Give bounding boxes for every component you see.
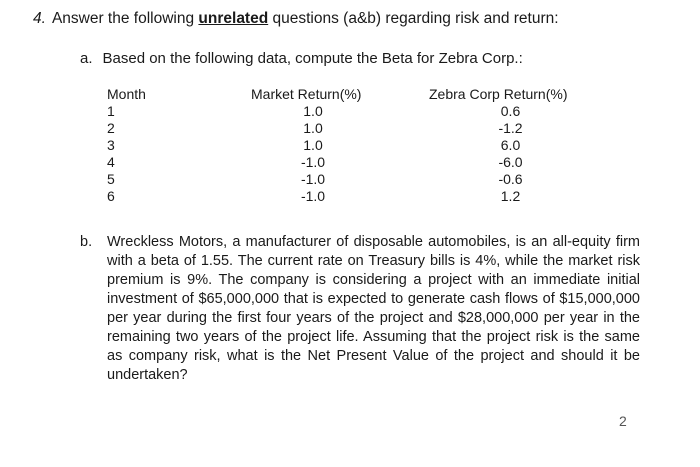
- market-return-cell: -1.0: [300, 171, 326, 187]
- question-heading: [33, 10, 559, 28]
- month-cell: 6: [107, 188, 115, 204]
- zebra-return-header: Zebra Corp Return(%): [429, 86, 568, 102]
- part-a-prompt: [80, 50, 523, 67]
- part-b-letter: b.: [80, 234, 93, 250]
- page-number: 2: [619, 413, 627, 429]
- market-return-cell: 1.0: [303, 103, 323, 119]
- zebra-return-cell: -0.6: [498, 171, 523, 187]
- part-b-text: Wreckless Motors, a manufacturer of disposable automobiles, is an all-equity firm with a beta of 1.55. The current rate on Treasury bills is 4%, while the market risk premium is 9%. The company is considering a project with an immediate initial investment of $65,000,000 that is expected to generate cash flows of $15,000,000 per year during the first four years of the project and $28,000,000 per year in the remaining two years of the project life. Assuming that the project risk is the same as company risk, what is the Net Present Value of the project and should it be undertaken?: [107, 234, 640, 383]
- part-a-letter: a.: [80, 50, 93, 67]
- market-return-column: [251, 86, 375, 205]
- zebra-return-cell: 0.6: [500, 103, 521, 119]
- market-return-cell: 1.0: [303, 137, 323, 153]
- month-header: Month: [107, 86, 146, 102]
- part-a-text: Based on the following data, compute the Beta for Zebra Corp.:: [102, 50, 523, 67]
- part-b-prompt: [80, 233, 640, 385]
- zebra-return-cell: -1.2: [498, 120, 523, 136]
- month-cell: 1: [107, 103, 115, 119]
- zebra-return-column: [429, 86, 592, 205]
- zebra-return-cell: -6.0: [498, 154, 523, 170]
- market-return-cell: -1.0: [300, 154, 326, 170]
- question-suffix: questions (a&b) regarding risk and return:: [272, 10, 559, 27]
- month-cell: 4: [107, 154, 115, 170]
- zebra-return-cell: 6.0: [500, 137, 521, 153]
- question-emphasis: unrelated: [198, 10, 269, 27]
- month-column: [107, 86, 146, 205]
- month-cell: 2: [107, 120, 115, 136]
- month-cell: 3: [107, 137, 115, 153]
- month-cell: 5: [107, 171, 115, 187]
- market-return-cell: 1.0: [303, 120, 323, 136]
- question-number: 4.: [33, 10, 46, 27]
- zebra-return-cell: 1.2: [500, 188, 521, 204]
- market-return-header: Market Return(%): [251, 86, 362, 102]
- market-return-cell: -1.0: [300, 188, 326, 204]
- question-prefix: Answer the following: [51, 10, 195, 27]
